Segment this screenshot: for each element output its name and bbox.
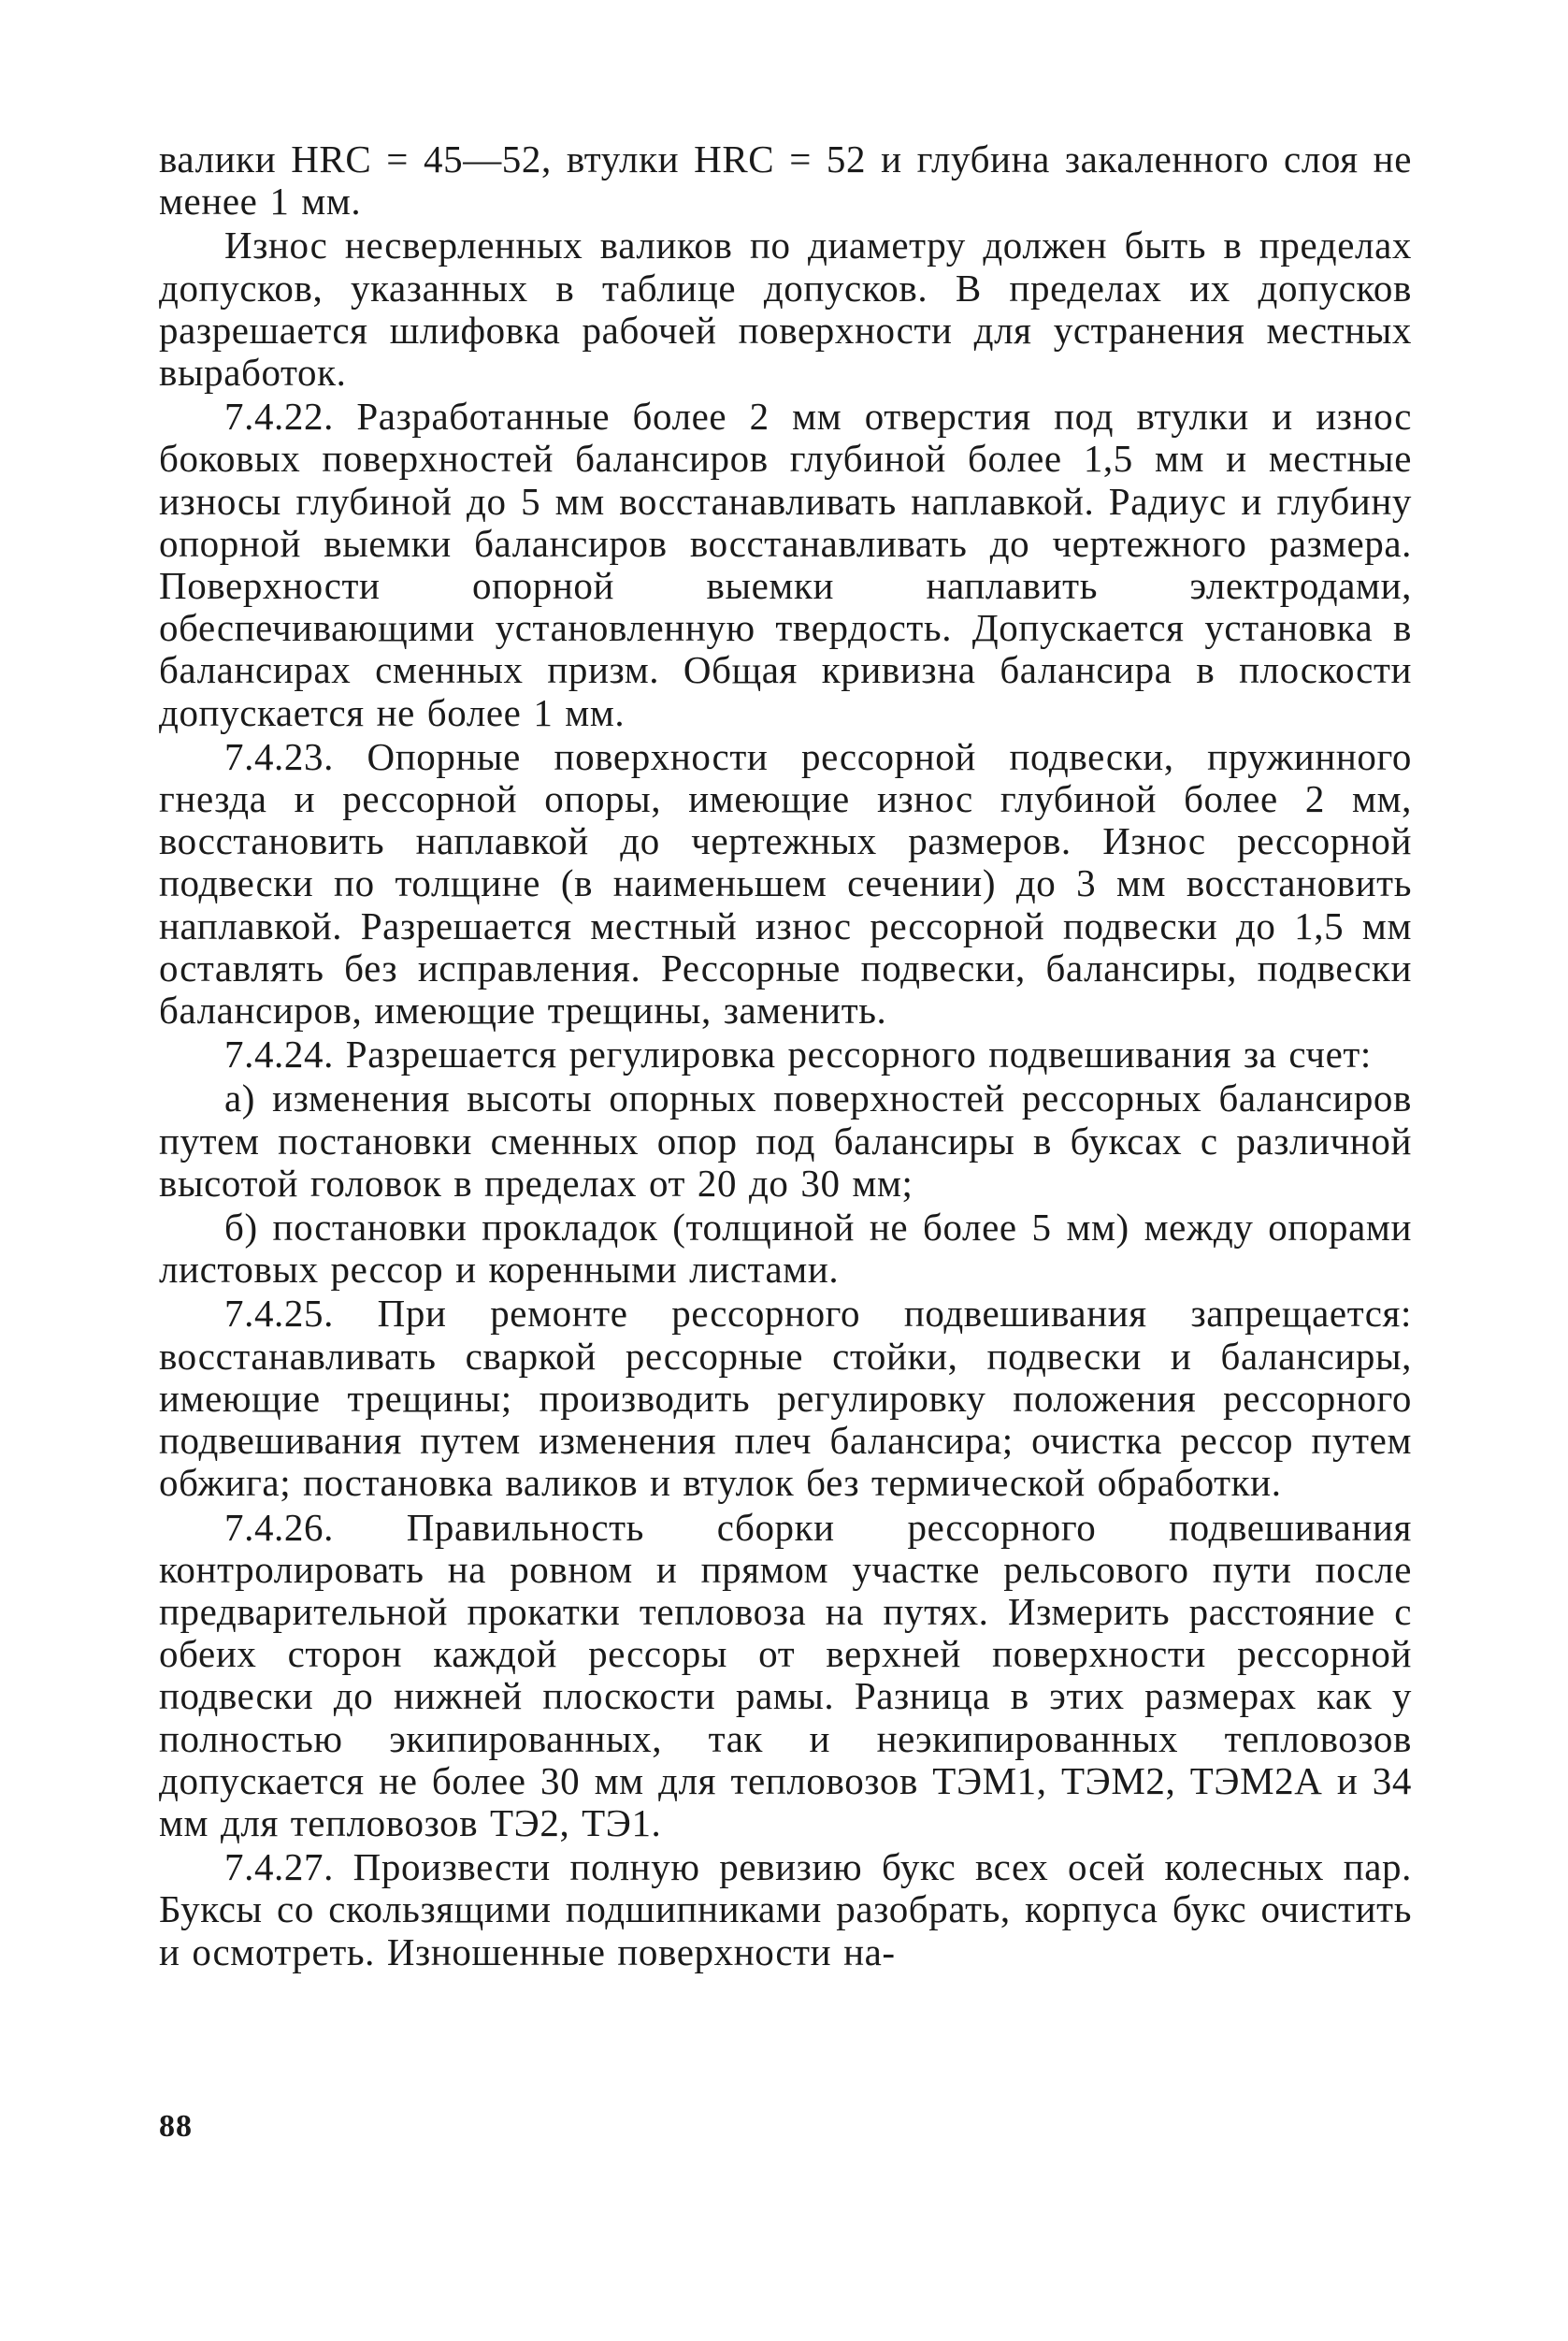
paragraph-7-4-24: 7.4.24. Разрешается регулировка рессорного подвешивания за счет: bbox=[224, 1033, 1372, 1077]
paragraph-continuation: валики HRC = 45—52, втулки HRC = 52 и глубина закаленного слоя не менее 1 мм. bbox=[159, 137, 1412, 224]
paragraph-7-4-27: 7.4.27. Произвести полную ревизию букс всех осей колесных пар. Буксы со скользящими подшипниками разобрать, корпуса букс очистить и осмотреть. Изношенные поверхности на- bbox=[159, 1845, 1412, 1973]
paragraph-7-4-23: 7.4.23. Опорные поверхности рессорной подвески, пружинного гнезда и рессорной опоры, имеющие износ глубиной более 2 мм, восстановить наплавкой до чертежных размеров. Износ рессорной подвески по толщине (в наименьшем сечении) до 3 мм восстановить наплавкой. Разрешается местный износ рессорной подвески до 1,5 мм оставлять без исправления. Рессорные подвески, балансиры, подвески балансиров, имеющие трещины, заменить. bbox=[159, 734, 1412, 1033]
paragraph-7-4-24-a: а) изменения высоты опорных поверхностей рессорных балансиров путем постановки сменных опор под балансиры в буксах с различной высотой головок в пределах от 20 до 30 мм; bbox=[159, 1077, 1412, 1205]
paragraph-7-4-22: 7.4.22. Разработанные более 2 мм отверстия под втулки и износ боковых поверхностей балансиров глубиной более 1,5 мм и местные износы глубиной до 5 мм восстанавливать наплавкой. Радиус и глубину опорной выемки балансиров восстанавливать до чертежного размера. Поверхности опорной выемки наплавить электродами, обеспечивающими установленную твердость. Допускается установка в балансирах сменных призм. Общая кривизна балансира в плоскости допускается не более 1 мм. bbox=[159, 395, 1412, 734]
paragraph-7-4-25: 7.4.25. При ремонте рессорного подвешивания запрещается: восстанавливать сваркой рессорные стойки, подвески и балансиры, имеющие трещины; производить регулировку положения рессорного подвешивания путем изменения плеч балансира; очистка рессор путем обжига; постановка валиков и втулок без термической обработки. bbox=[159, 1292, 1412, 1505]
page-body bbox=[159, 138, 1412, 1975]
paragraph-7-4-24-b: б) постановки прокладок (толщиной не более 5 мм) между опорами листовых рессор и коренными листами. bbox=[159, 1206, 1412, 1292]
paragraph-7-4-26: 7.4.26. Правильность сборки рессорного подвешивания контролировать на ровном и прямом участке рельсового пути после предварительной прокатки тепловоза на путях. Измерить расстояние с обеих сторон каждой рессоры от верхней поверхности рессорной подвески до нижней плоскости рамы. Разница в этих размерах как у полностью экипированных, так и неэкипированных тепловозов допускается не более 30 мм для тепловозов ТЭМ1, ТЭМ2, ТЭМ2А и 34 мм для тепловозов ТЭ2, ТЭ1. bbox=[159, 1505, 1412, 1844]
page-number: 88 bbox=[159, 2109, 193, 2144]
paragraph-roller-wear: Износ несверленных валиков по диаметру должен быть в пределах допусков, указанных в таблице допусков. В пределах их допусков разрешается шлифовка рабочей поверхности для устранения местных выработок. bbox=[159, 224, 1412, 395]
